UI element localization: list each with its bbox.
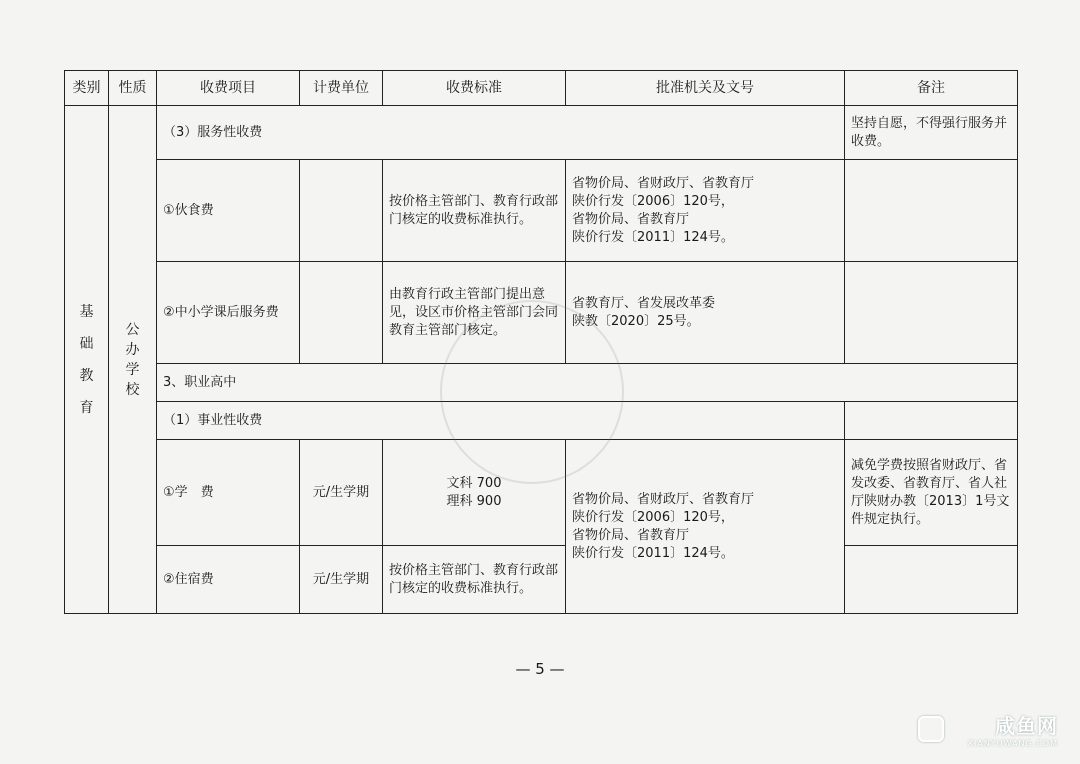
table-row — [65, 402, 1018, 440]
tuition-approval: 省物价局、省财政厅、省教育厅 陕价行发〔2006〕120号， 省物价局、省教育厅 陕价行发〔2011〕124号。 — [566, 440, 845, 614]
lodging-unit: 元/生学期 — [300, 546, 383, 614]
meal-item: ①伙食费 — [157, 160, 300, 262]
table-row — [65, 262, 1018, 364]
meal-standard: 按价格主管部门、教育行政部门核定的收费标准执行。 — [383, 160, 566, 262]
header-nature: 性质 — [109, 71, 157, 106]
header-standard: 收费标准 — [383, 71, 566, 106]
tuition-remark: 减免学费按照省财政厅、省发改委、省教育厅、省人社厅陕财办教〔2013〕1号文件规定执行。 — [845, 440, 1018, 546]
afterschool-unit — [300, 262, 383, 364]
lodging-item: ②住宿费 — [157, 546, 300, 614]
table-row — [65, 160, 1018, 262]
fee-table — [64, 70, 1018, 614]
afterschool-approval: 省教育厅、省发展改革委 陕教〔2020〕25号。 — [566, 262, 845, 364]
tuition-standard: 文科 700 理科 900 — [383, 440, 566, 546]
service-fee-remark: 坚持自愿，不得强行服务并收费。 — [845, 106, 1018, 160]
page-number: — 5 — — [515, 660, 565, 678]
lodging-standard: 按价格主管部门、教育行政部门核定的收费标准执行。 — [383, 546, 566, 614]
header-remark: 备注 — [845, 71, 1018, 106]
career-fee-title: （1）事业性收费 — [157, 402, 845, 440]
nature-cell: 公 办 学 校 — [109, 106, 157, 614]
career-fee-remark — [845, 402, 1018, 440]
afterschool-remark — [845, 262, 1018, 364]
meal-remark — [845, 160, 1018, 262]
tuition-item: ①学 费 — [157, 440, 300, 546]
header-unit: 计费单位 — [300, 71, 383, 106]
fish-logo-icon — [918, 716, 944, 742]
tuition-unit: 元/生学期 — [300, 440, 383, 546]
logo-text: 咸鱼网 — [995, 714, 1058, 738]
table-row — [65, 546, 1018, 614]
afterschool-standard: 由教育行政主管部门提出意见，设区市价格主管部门会同教育主管部门核定。 — [383, 262, 566, 364]
category-cell: 基 础 教 育 — [65, 106, 109, 614]
site-logo — [918, 710, 1058, 748]
service-fee-title: （3）服务性收费 — [157, 106, 845, 160]
table-row — [65, 440, 1018, 546]
afterschool-item: ②中小学课后服务费 — [157, 262, 300, 364]
header-item: 收费项目 — [157, 71, 300, 106]
meal-unit — [300, 160, 383, 262]
header-approval: 批准机关及文号 — [566, 71, 845, 106]
lodging-remark — [845, 546, 1018, 614]
logo-url: XIANYUWANG.COM — [967, 739, 1058, 748]
header-row — [65, 71, 1018, 106]
table-row — [65, 364, 1018, 402]
table-row — [65, 106, 1018, 160]
header-category: 类别 — [65, 71, 109, 106]
vocational-title: 3、职业高中 — [157, 364, 1018, 402]
meal-approval: 省物价局、省财政厅、省教育厅 陕价行发〔2006〕120号， 省物价局、省教育厅 陕价行发〔2011〕124号。 — [566, 160, 845, 262]
